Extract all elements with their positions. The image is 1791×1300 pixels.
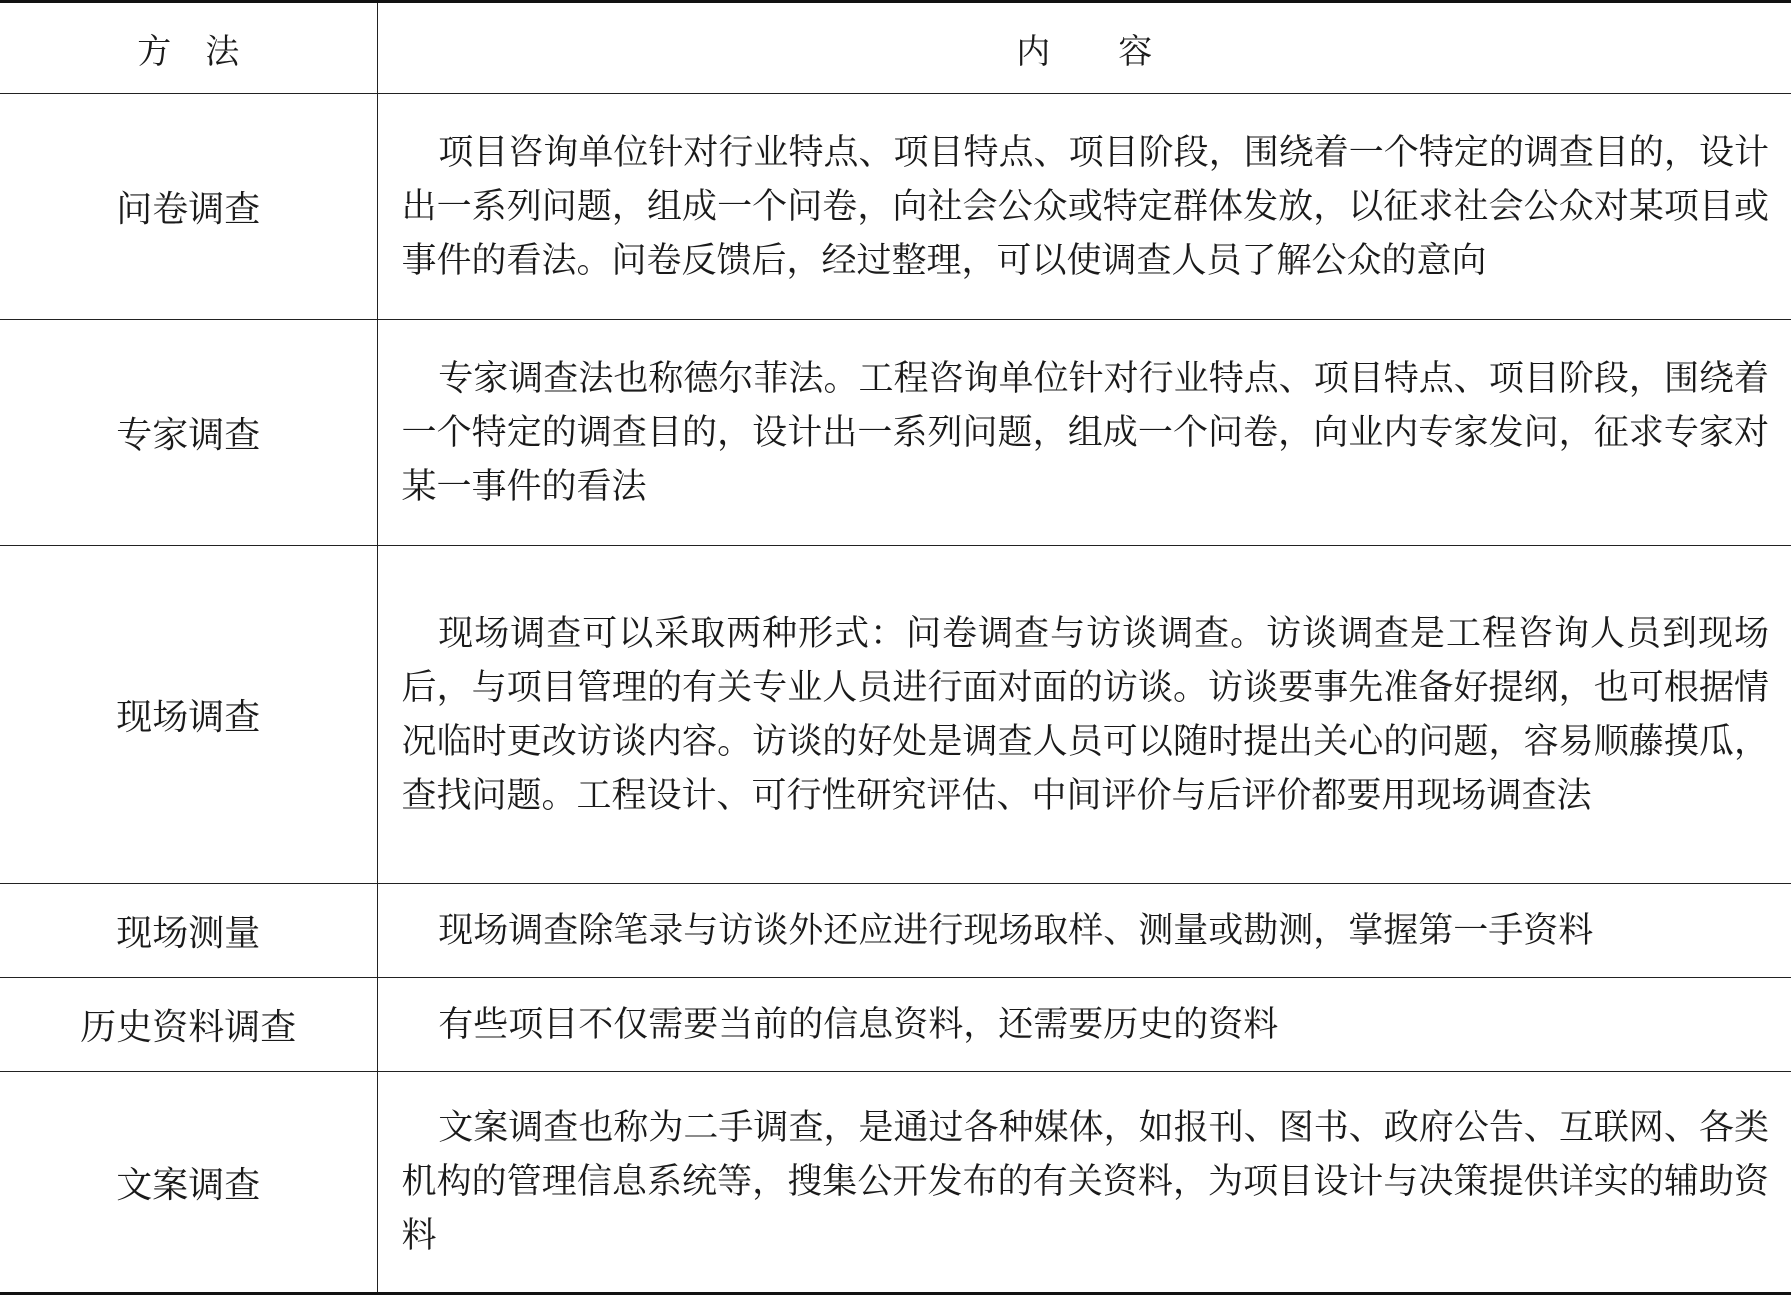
table-header-row	[0, 2, 1791, 94]
method-cell: 专家调查	[0, 320, 377, 546]
header-method: 方 法	[0, 2, 377, 94]
content-cell: 有些项目不仅需要当前的信息资料，还需要历史的资料	[377, 978, 1791, 1072]
method-cell: 问卷调查	[0, 94, 377, 320]
table-row	[0, 320, 1791, 546]
method-cell: 历史资料调查	[0, 978, 377, 1072]
method-cell: 现场测量	[0, 884, 377, 978]
method-cell: 现场调查	[0, 546, 377, 884]
content-cell: 现场调查除笔录与访谈外还应进行现场取样、测量或勘测，掌握第一手资料	[377, 884, 1791, 978]
content-cell: 项目咨询单位针对行业特点、项目特点、项目阶段，围绕着一个特定的调查目的，设计出一系列问题，组成一个问卷，向社会公众或特定群体发放，以征求社会公众对某项目或事件的看法。问卷反馈后，经过整理，可以使调查人员了解公众的意向	[377, 94, 1791, 320]
header-content: 内 容	[377, 2, 1791, 94]
table-row	[0, 546, 1791, 884]
content-cell: 文案调查也称为二手调查，是通过各种媒体，如报刊、图书、政府公告、互联网、各类机构的管理信息系统等，搜集公开发布的有关资料，为项目设计与决策提供详实的辅助资料	[377, 1072, 1791, 1294]
table-row	[0, 94, 1791, 320]
content-cell: 现场调查可以采取两种形式：问卷调查与访谈调查。访谈调查是工程咨询人员到现场后，与项目管理的有关专业人员进行面对面的访谈。访谈要事先准备好提纲，也可根据情况临时更改访谈内容。访谈的好处是调查人员可以随时提出关心的问题，容易顺藤摸瓜，查找问题。工程设计、可行性研究评估、中间评价与后评价都要用现场调查法	[377, 546, 1791, 884]
content-cell: 专家调查法也称德尔菲法。工程咨询单位针对行业特点、项目特点、项目阶段，围绕着一个特定的调查目的，设计出一系列问题，组成一个问卷，向业内专家发问，征求专家对某一事件的看法	[377, 320, 1791, 546]
table-row	[0, 978, 1791, 1072]
table-row	[0, 1072, 1791, 1294]
method-cell: 文案调查	[0, 1072, 377, 1294]
table-row	[0, 884, 1791, 978]
